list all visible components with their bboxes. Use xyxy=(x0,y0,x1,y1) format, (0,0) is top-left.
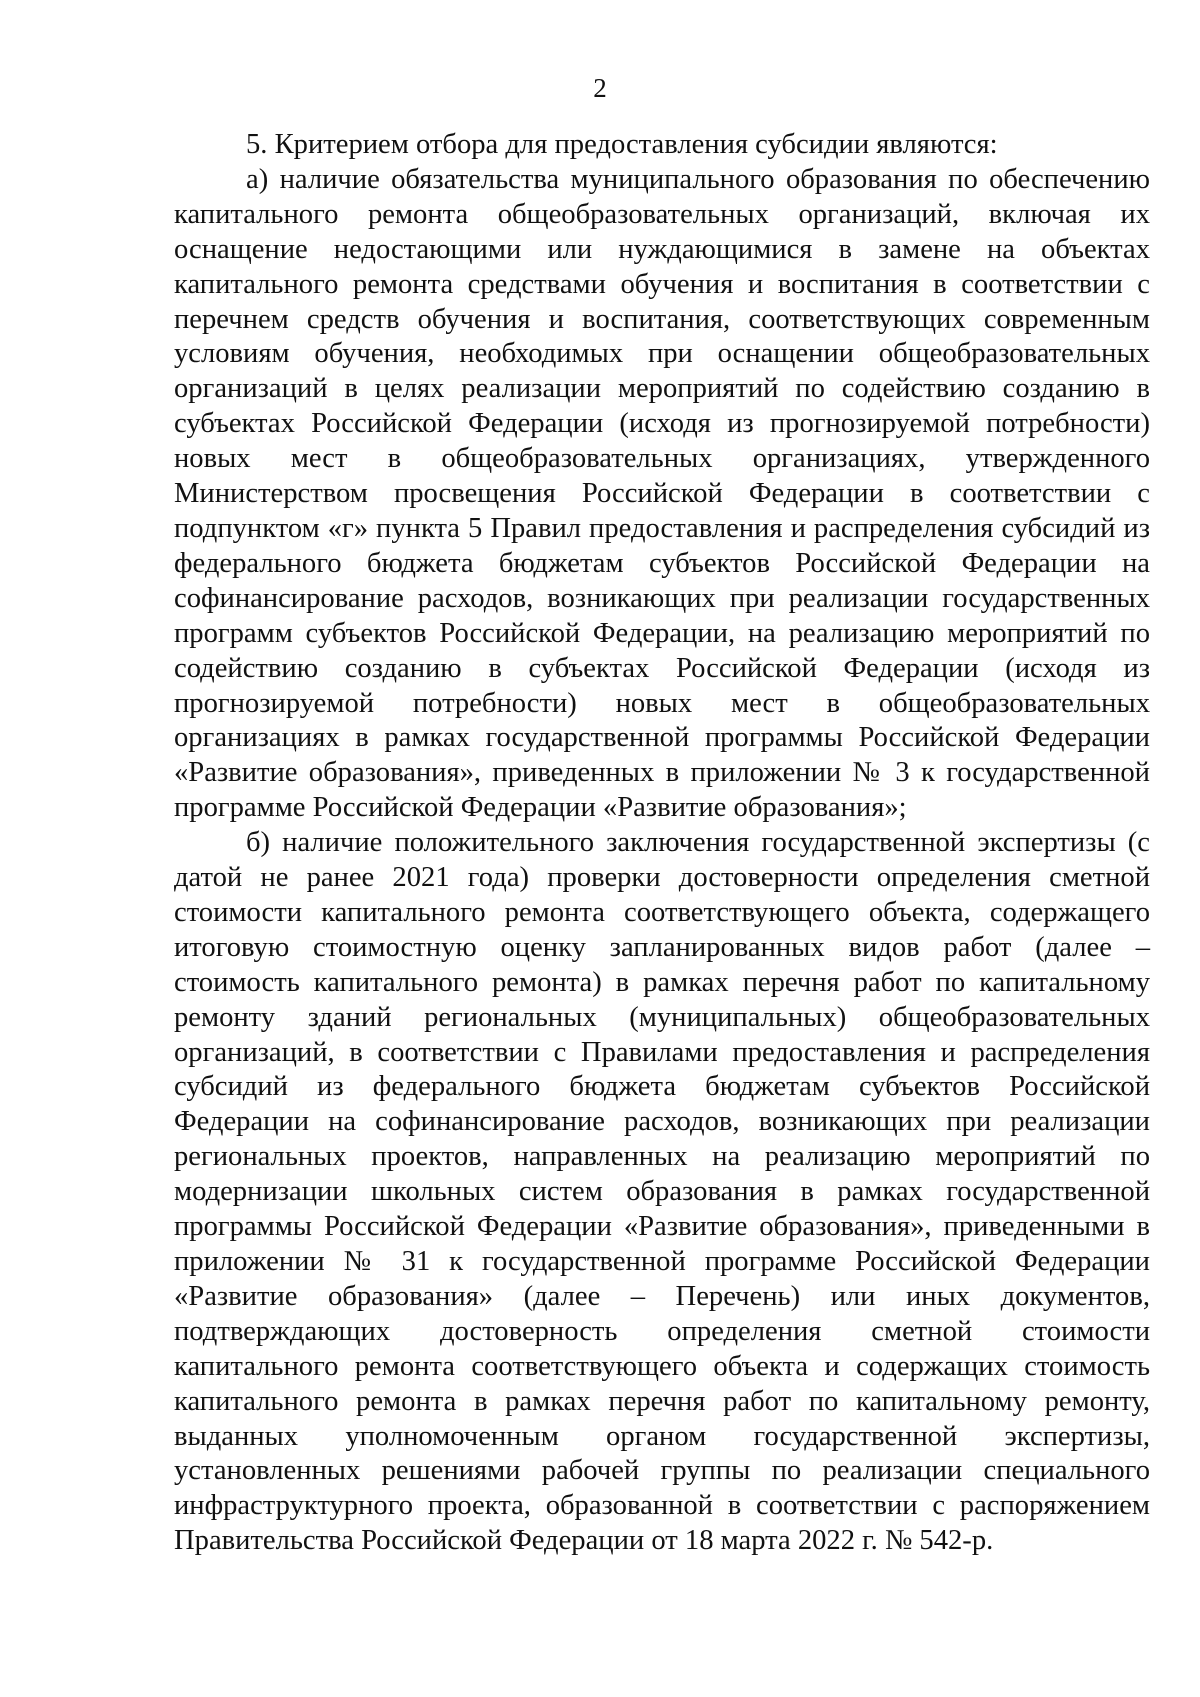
document-body xyxy=(174,128,1150,1559)
paragraph-criterion-a: а) наличие обязательства муниципального образования по обеспечению капитального ремонта общеобразовательных организаций, включая их оснащение недостающими или нуждающимися в замене на объектах капитального ремонта средствами обучения и воспитания в соответствии с перечнем средств обучения и воспитания, соответствующих современным условиям обучения, необходимых при оснащении общеобразовательных организаций в целях реализации мероприятий по содействию созданию в субъектах Российской Федерации (исходя из прогнозируемой потребности) новых мест в общеобразовательных организациях, утвержденного Министерством просвещения Российской Федерации в соответствии с подпунктом «г» пункта 5 Правил предоставления и распределения субсидий из федерального бюджета бюджетам субъектов Российской Федерации на софинансирование расходов, возникающих при реализации государственных программ субъектов Российской Федерации, на реализацию мероприятий по содействию созданию в субъектах Российской Федерации (исходя из прогнозируемой потребности) новых мест в общеобразовательных организациях в рамках государственной программы Российской Федерации «Развитие образования», приведенных в приложении № 3 к государственной программе Российской Федерации «Развитие образования»; xyxy=(174,163,1150,824)
paragraph-criteria-intro: 5. Критерием отбора для предоставления субсидии являются: xyxy=(246,129,998,160)
page-number: 2 xyxy=(593,73,607,103)
paragraph-criterion-b: б) наличие положительного заключения государственной экспертизы (с датой не ранее 2021 года) проверки достоверности определения сметной стоимости капитального ремонта соответствующего объекта, содержащего итоговую стоимостную оценку запланированных видов работ (далее – стоимость капитального ремонта) в рамках перечня работ по капитальному ремонту зданий региональных (муниципальных) общеобразовательных организаций, в соответствии с Правилами предоставления и распределения субсидий из федерального бюджета бюджетам субъектов Российской Федерации на софинансирование расходов, возникающих при реализации региональных проектов, направленных на реализацию мероприятий по модернизации школьных систем образования в рамках государственной программы Российской Федерации «Развитие образования», приведенными в приложении № 31 к государственной программе Российской Федерации «Развитие образования» (далее – Перечень) или иных документов, подтверждающих достоверность определения сметной стоимости капитального ремонта соответствующего объекта и содержащих стоимость капитального ремонта в рамках перечня работ по капитальному ремонту, выданных уполномоченным органом государственной экспертизы, установленных решениями рабочей группы по реализации специального инфраструктурного проекта, образованной в соответствии с распоряжением Правительства Российской Федерации от 18 марта 2022 г. № 542-р. xyxy=(174,827,1150,1557)
